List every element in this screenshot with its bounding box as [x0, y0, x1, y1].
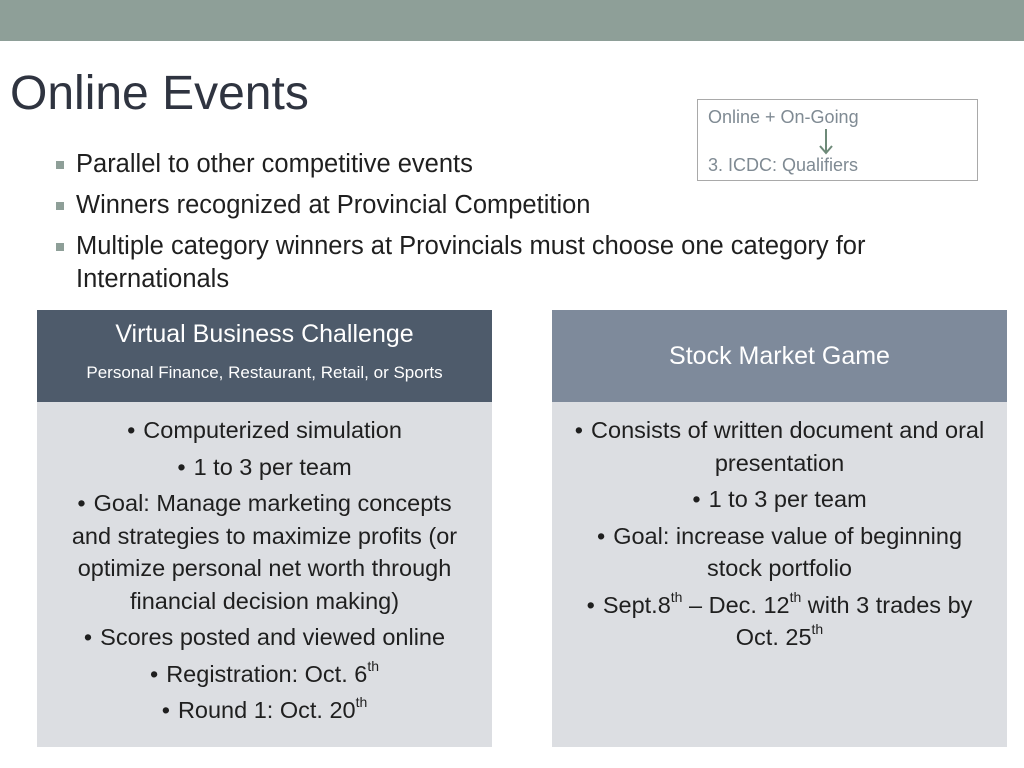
square-bullet-icon — [56, 161, 64, 169]
list-item — [57, 451, 472, 484]
list-item — [57, 414, 472, 447]
bullet-text: Multiple category winners at Provincials must choose one category for Internationals — [76, 232, 866, 293]
item-text: Sept.8 — [602, 591, 671, 618]
list-item — [572, 520, 987, 585]
bullet-dot-icon: • — [77, 490, 86, 516]
bullet-text: Winners recognized at Provincial Competition — [76, 191, 591, 219]
card-title: Stock Market Game — [669, 342, 890, 370]
bullet-dot-icon: • — [177, 453, 186, 480]
card-title: Virtual Business Challenge — [115, 320, 414, 348]
list-item — [572, 414, 987, 479]
list-item — [57, 694, 472, 727]
superscript: th — [355, 694, 368, 711]
item-text: Round 1: Oct. 20 — [177, 697, 356, 723]
item-text: – Dec. 12 — [682, 591, 790, 618]
list-item — [572, 589, 987, 654]
bullet-dot-icon: • — [586, 591, 595, 618]
bullet-dot-icon: • — [127, 417, 136, 443]
bullet-list — [52, 148, 982, 304]
note-line-icdc: 3. ICDC: Qualifiers — [708, 155, 859, 175]
item-text: Goal: increase value of beginning stock portfolio — [613, 522, 963, 581]
bullet-dot-icon: • — [83, 624, 93, 650]
card-item-list — [552, 402, 1007, 654]
virtual-business-card — [37, 310, 492, 747]
superscript: th — [789, 588, 802, 605]
bullet-item — [52, 189, 982, 222]
bullet-dot-icon: • — [574, 417, 584, 443]
stock-market-card — [552, 310, 1007, 747]
card-item-list — [37, 402, 492, 727]
item-text: Scores posted and viewed online — [100, 624, 446, 650]
superscript: th — [670, 588, 683, 605]
bullet-text: Parallel to other competitive events — [76, 150, 473, 178]
item-text: Registration: Oct. 6 — [166, 660, 368, 687]
item-text: Computerized simulation — [143, 417, 402, 443]
item-text: 1 to 3 per team — [193, 453, 352, 480]
bullet-dot-icon: • — [149, 660, 159, 687]
square-bullet-icon — [56, 243, 64, 251]
superscript: th — [367, 657, 380, 674]
list-item — [57, 621, 472, 654]
list-item — [572, 483, 987, 516]
note-line-online: Online + On-Going — [708, 107, 859, 127]
bullet-item — [52, 148, 982, 181]
top-banner — [0, 0, 1024, 41]
bullet-dot-icon: • — [596, 522, 606, 549]
card-header — [37, 310, 492, 402]
list-item — [57, 487, 472, 617]
bullet-dot-icon: • — [161, 697, 170, 723]
item-text: 1 to 3 per team — [708, 486, 867, 512]
card-header — [552, 310, 1007, 402]
slide-title: Online Events — [10, 67, 309, 120]
bullet-item — [52, 230, 982, 296]
card-subtitle: Personal Finance, Restaurant, Retail, or Sports — [86, 363, 443, 382]
list-item — [57, 658, 472, 691]
square-bullet-icon — [56, 202, 64, 210]
bullet-dot-icon: • — [692, 486, 701, 512]
item-text: Consists of written document and oral presentation — [591, 417, 985, 476]
item-text: Goal: Manage marketing concepts and strategies to maximize profits (or optimize personal net worth through financial decision making) — [71, 490, 458, 614]
item-text: with 3 trades by Oct. 25 — [735, 591, 973, 650]
superscript: th — [811, 621, 824, 638]
